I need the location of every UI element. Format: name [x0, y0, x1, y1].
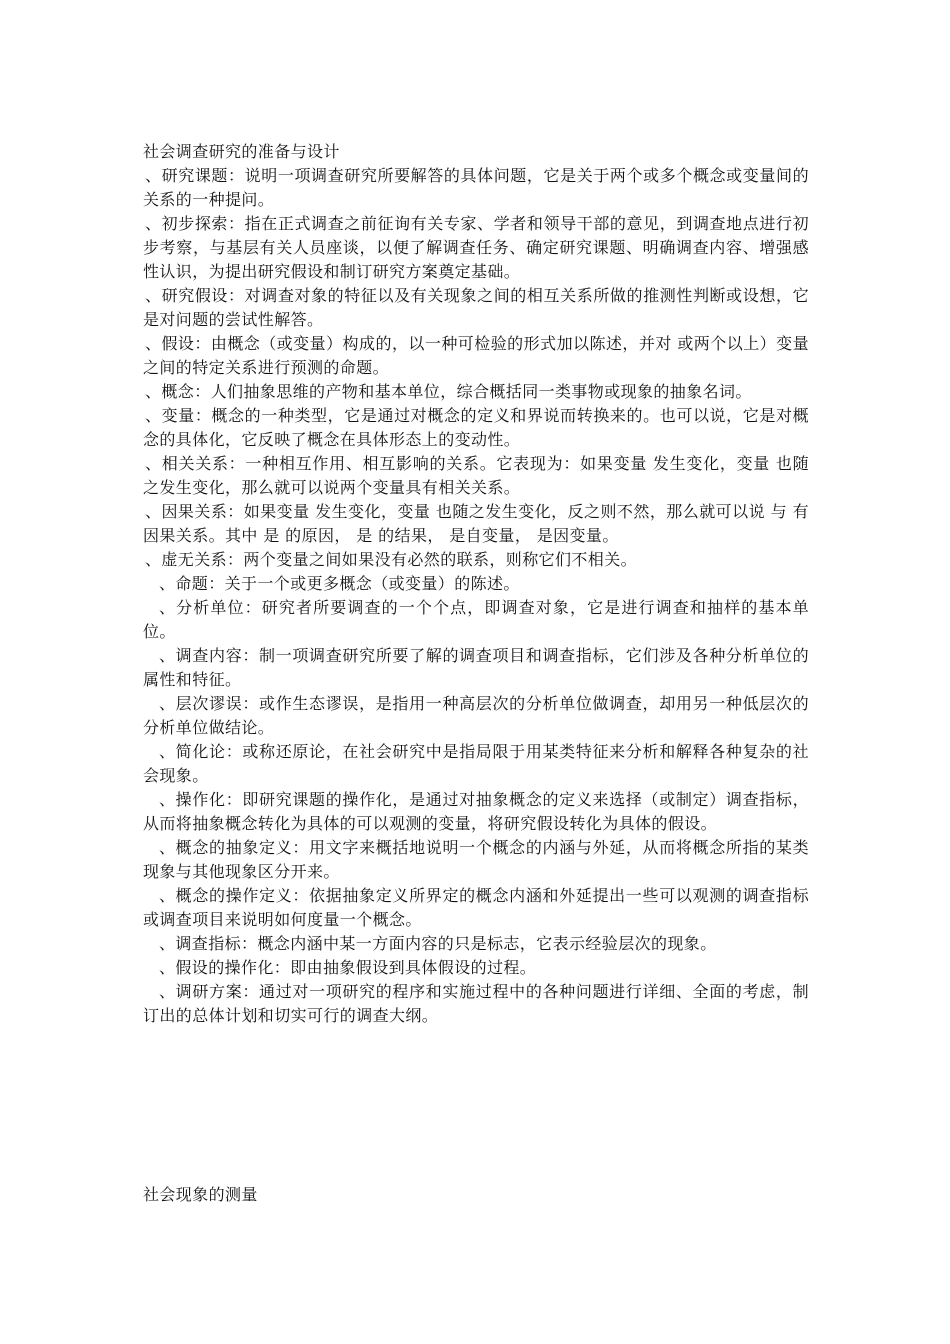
definition-item: 、命题：关于一个或更多概念（或变量）的陈述。 — [159, 574, 520, 593]
definition-item: 、因果关系：如果变量 发生变化，变量 也随之发生变化，反之则不然，那么就可以说 与 有因果关系。其中 是 的原因， 是 的结果， 是自变量， 是因变量。 — [143, 502, 809, 545]
definition-item: 、变量：概念的一种类型，它是通过对概念的定义和界说而转换来的。也可以说，它是对概念的具体化，它反映了概念在具体形态上的变动性。 — [143, 406, 809, 449]
section-title-measurement: 社会现象的测量 — [143, 1185, 258, 1204]
definition-item: 、相关关系：一种相互作用、相互影响的关系。它表现为：如果变量 发生变化，变量 也随之发生变化，那么就可以说两个变量具有相关关系。 — [143, 454, 809, 497]
definition-item: 、调查指标：概念内涵中某一方面内容的只是标志，它表示经验层次的现象。 — [159, 934, 717, 953]
definition-item: 、假设的操作化：即由抽象假设到具体假设的过程。 — [159, 958, 537, 977]
definition-item: 、研究假设：对调查对象的特征以及有关现象之间的相互关系所做的推测性判断或设想，它是对问题的尝试性解答。 — [143, 286, 809, 329]
definition-item: 、调研方案：通过对一项研究的程序和实施过程中的各种问题进行详细、全面的考虑，制订出的总体计划和切实可行的调查大纲。 — [143, 982, 809, 1025]
definition-item: 、虚无关系：两个变量之间如果没有必然的联系，则称它们不相关。 — [145, 550, 638, 569]
definition-item: 、概念的操作定义：依据抽象定义所界定的概念内涵和外延提出一些可以观测的调查指标或调查项目来说明如何度量一个概念。 — [143, 886, 809, 929]
definition-item: 、假设：由概念（或变量）构成的，以一种可检验的形式加以陈述，并对 或两个以上）变量之间的特定关系进行预测的命题。 — [143, 334, 809, 377]
definition-item: 、概念的抽象定义：用文字来概括地说明一个概念的内涵与外延，从而将概念所指的某类现象与其他现象区分开来。 — [143, 838, 809, 881]
definition-item: 、操作化：即研究课题的操作化，是通过对抽象概念的定义来选择（或制定）调查指标，从而将抽象概念转化为具体的可以观测的变量，将研究假设转化为具体的假设。 — [143, 790, 809, 833]
section-title-research-design: 社会调查研究的准备与设计 — [143, 142, 340, 161]
definition-item: 、概念：人们抽象思维的产物和基本单位，综合概括同一类事物或现象的抽象名词。 — [145, 382, 752, 401]
definition-item: 、层次谬误：或作生态谬误，是指用一种高层次的分析单位做调查，却用另一种低层次的分析单位做结论。 — [143, 694, 809, 737]
definition-item: 、简化论：或称还原论，在社会研究中是指局限于用某类特征来分析和解释各种复杂的社会现象。 — [143, 742, 809, 785]
definition-item: 、分析单位：研究者所要调查的一个个点，即调查对象，它是进行调查和抽样的基本单位。 — [143, 598, 809, 641]
definition-item: 、研究课题：说明一项调查研究所要解答的具体问题，它是关于两个或多个概念或变量间的关系的一种提问。 — [143, 166, 809, 209]
definition-list — [143, 164, 809, 1028]
definition-item: 、调查内容：制一项调查研究所要了解的调查项目和调查指标，它们涉及各种分析单位的属性和特征。 — [143, 646, 809, 689]
document-body — [143, 140, 809, 1028]
definition-item: 、初步探索：指在正式调查之前征询有关专家、学者和领导干部的意见，到调查地点进行初步考察，与基层有关人员座谈，以便了解调查任务、确定研究课题、明确调查内容、增强感性认识，为提出研究假设和制订研究方案奠定基础。 — [143, 214, 809, 281]
